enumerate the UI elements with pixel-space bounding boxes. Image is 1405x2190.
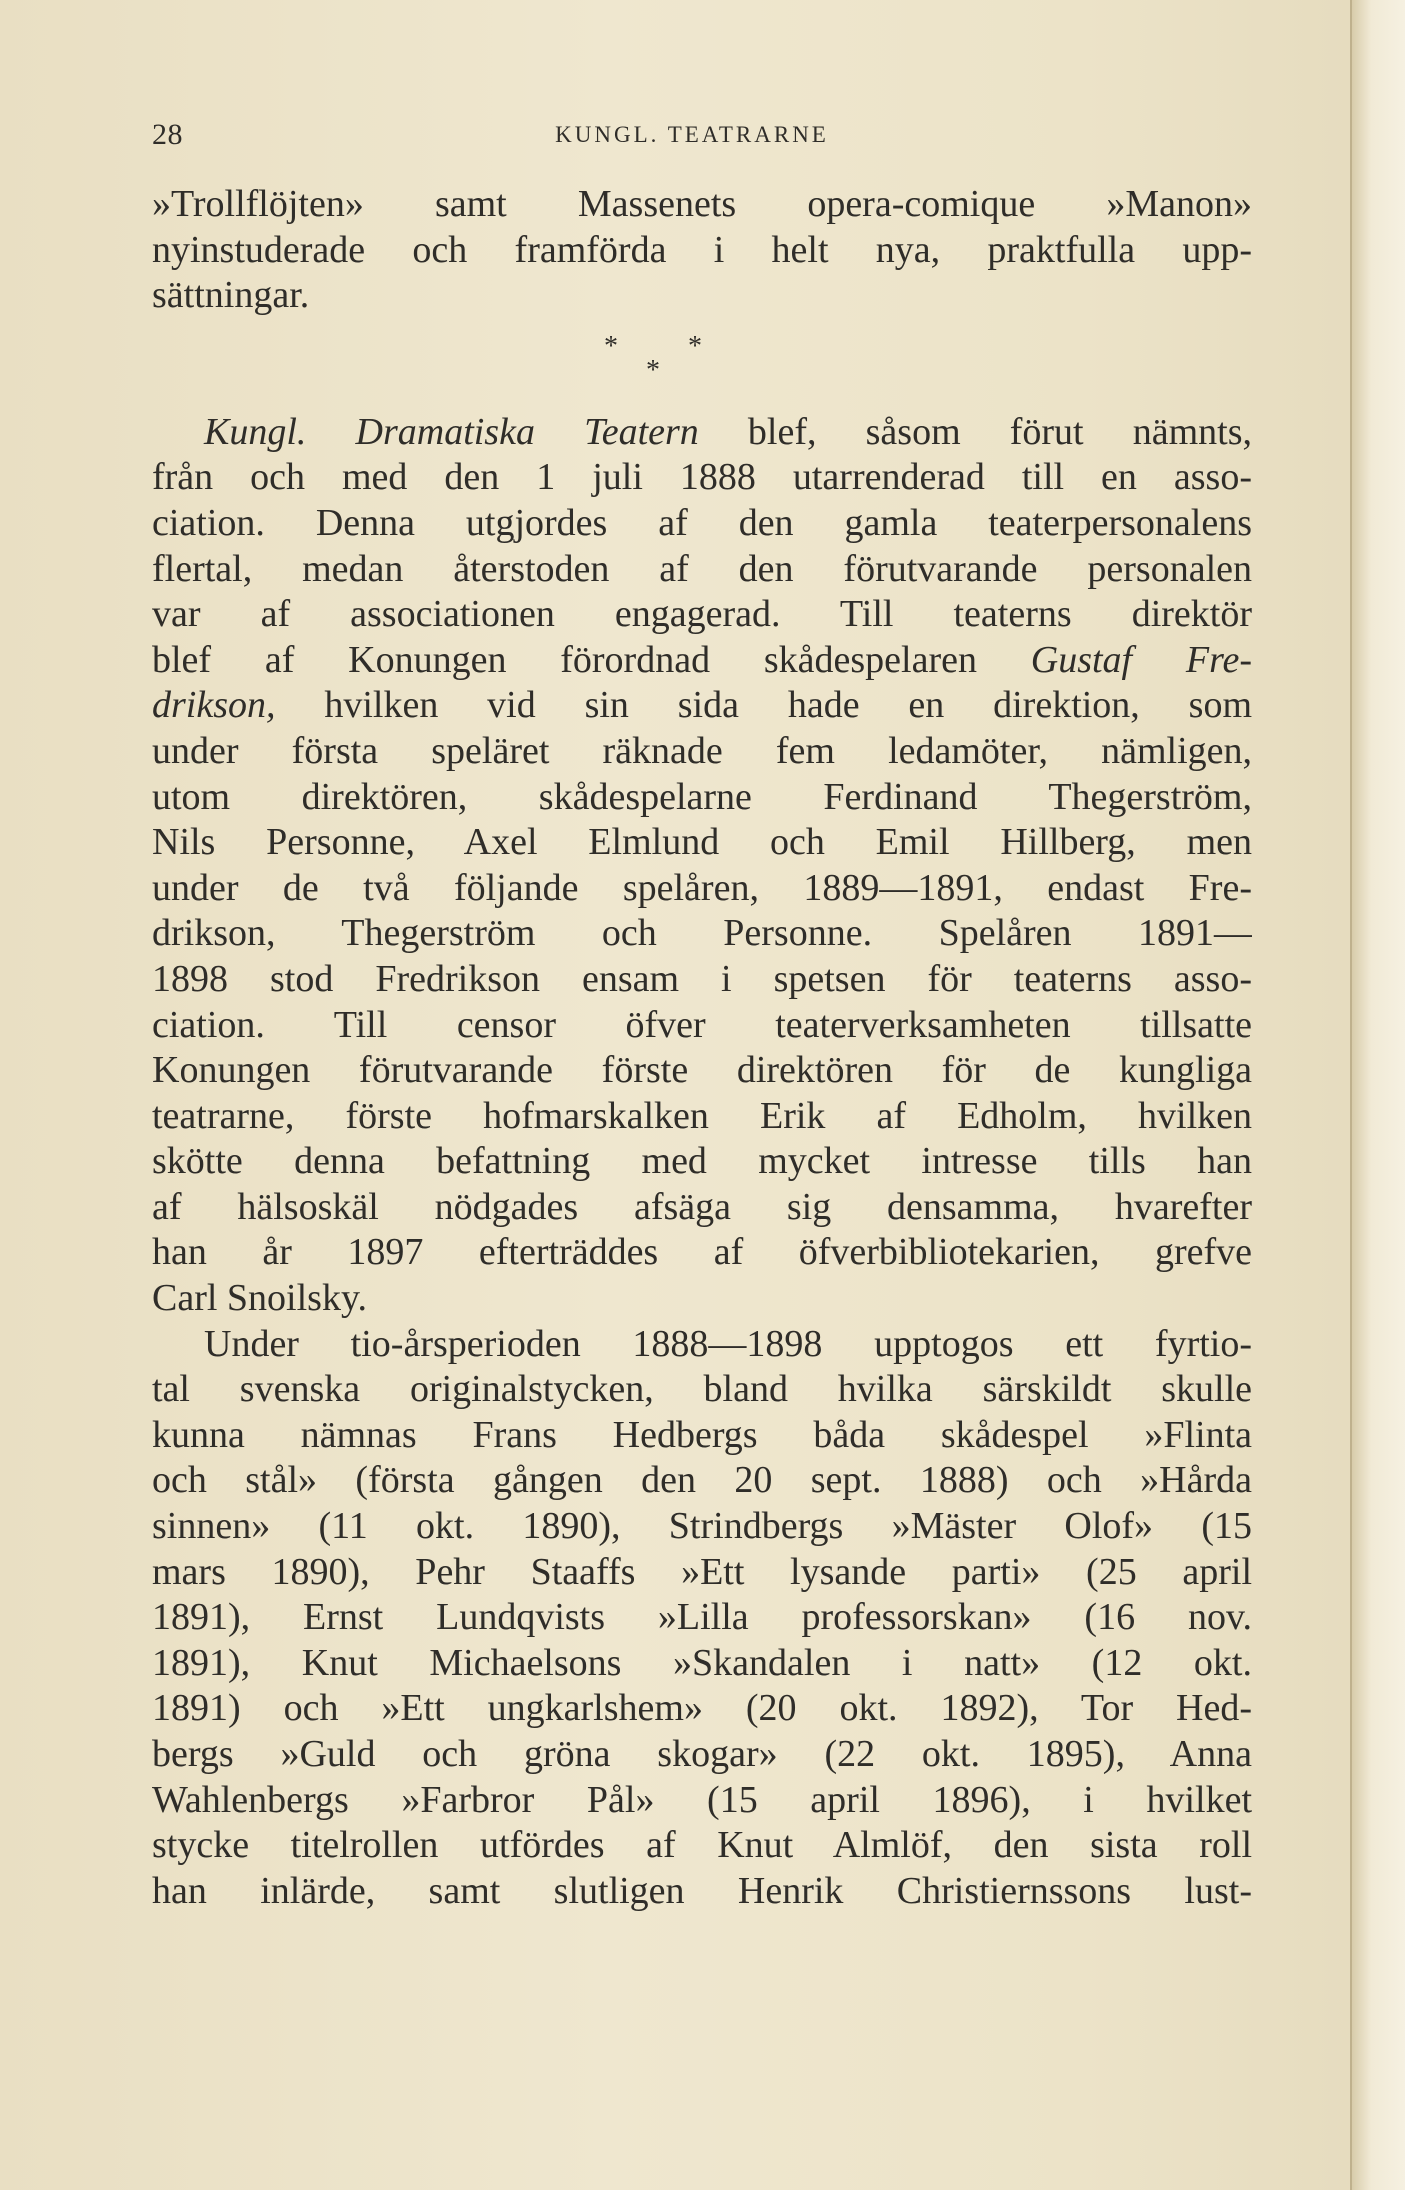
text-line: var af associationen engagerad. Till teaterns direktör [152, 593, 1252, 636]
asterism-star-right: * [688, 330, 702, 362]
person-name: Gustaf Fre- [1030, 638, 1252, 681]
text-line: han år 1897 efterträddes af öfverbibliotekarien, grefve [152, 1231, 1252, 1274]
page-edge [1350, 0, 1405, 2190]
text-line: sättningar. [152, 274, 310, 317]
text-line: drikson, Thegerström och Personne. Spelåren 1891— [152, 912, 1252, 955]
text-line: skötte denna befattning med mycket intresse tills han [152, 1140, 1252, 1183]
text-line: teatrarne, förste hofmarskalken Erik af Edholm, hvilken [152, 1094, 1252, 1137]
page-number: 28 [152, 118, 183, 151]
text-line [152, 410, 1252, 456]
text-line: af hälsoskäl nödgades afsäga sig densamma, hvarefter [152, 1185, 1252, 1228]
running-title: KUNGL. TEATRARNE [555, 122, 829, 147]
text-line: kunna nämnas Frans Hedbergs båda skådespel »Flinta [152, 1413, 1252, 1456]
text-line: han inlärde, samt slutligen Henrik Christiernssons lust- [152, 1869, 1252, 1912]
text-line: Nils Personne, Axel Elmlund och Emil Hillberg, men [152, 821, 1252, 864]
text-line: tal svenska originalstycken, bland hvilka särskildt skulle [152, 1368, 1252, 1411]
text-line: under de två följande spelåren, 1889—1891, endast Fre- [152, 866, 1252, 909]
text-line: bergs »Guld och gröna skogar» (22 okt. 1895), Anna [152, 1733, 1252, 1775]
asterism-divider [152, 319, 1252, 410]
text-line: 1891), Ernst Lundqvists »Lilla professorskan» (16 nov. [152, 1596, 1252, 1639]
intro-paragraph [152, 182, 1252, 319]
text-line: utom direktören, skådespelarne Ferdinand Thegerström, [152, 775, 1252, 818]
text-fragment: blef, såsom förut nämnts, [698, 410, 1252, 453]
text-line [152, 683, 1252, 729]
text-line: sinnen» (11 okt. 1890), Strindbergs »Mäster Olof» (15 [152, 1505, 1252, 1548]
body-text [152, 182, 1252, 1914]
text-line: Carl Snoilsky. [152, 1277, 367, 1320]
text-line [152, 638, 1252, 684]
text-line: Wahlenbergs »Farbror Pål» (15 april 1896), i hvilket [152, 1778, 1252, 1821]
text-fragment: blef af Konungen förordnad skådespelaren [152, 638, 1031, 681]
page-header [152, 118, 1232, 158]
text-line: flertal, medan återstoden af den förutvarande personalen [152, 547, 1252, 590]
paragraph-original-plays [152, 1322, 1252, 1915]
paragraph-dramatiska-teatern [152, 410, 1252, 1322]
text-line: under första speläret räknade fem ledamöter, nämligen, [152, 729, 1252, 772]
text-line: Konungen förutvarande förste direktören för de kungliga [152, 1049, 1252, 1092]
text-line: 1891), Knut Michaelsons »Skandalen i natt» (12 okt. [152, 1641, 1252, 1684]
text-line: från och med den 1 juli 1888 utarrenderad till en asso- [152, 456, 1252, 499]
text-line: och stål» (första gången den 20 sept. 1888) och »Hårda [152, 1459, 1252, 1502]
text-line: nyinstuderade och framförda i helt nya, praktfulla upp- [152, 228, 1252, 271]
theatre-name: Kungl. Dramatiska Teatern [204, 410, 699, 453]
text-line: mars 1890), Pehr Staaffs »Ett lysande parti» (25 april [152, 1550, 1252, 1593]
person-name: drikson, [152, 684, 276, 727]
text-line: 1898 stod Fredrikson ensam i spetsen för teaterns asso- [152, 957, 1252, 1000]
asterism-star-bottom: * [646, 354, 660, 386]
text-line: ciation. Till censor öfver teaterverksamheten tillsatte [152, 1003, 1252, 1046]
text-fragment: hvilken vid sin sida hade en direktion, som [275, 684, 1252, 727]
text-line: stycke titelrollen utfördes af Knut Almlöf, den sista roll [152, 1824, 1252, 1867]
text-line: 1891) och »Ett ungkarlshem» (20 okt. 1892), Tor Hed- [152, 1687, 1252, 1730]
text-line: ciation. Denna utgjordes af den gamla teaterpersonalens [152, 501, 1252, 544]
text-line: »Trollflöjten» samt Massenets opera-comique »Manon» [152, 183, 1252, 225]
text-line: Under tio-årsperioden 1888—1898 upptogos ett fyrtio- [204, 1322, 1252, 1365]
asterism-star-left: * [604, 330, 618, 362]
